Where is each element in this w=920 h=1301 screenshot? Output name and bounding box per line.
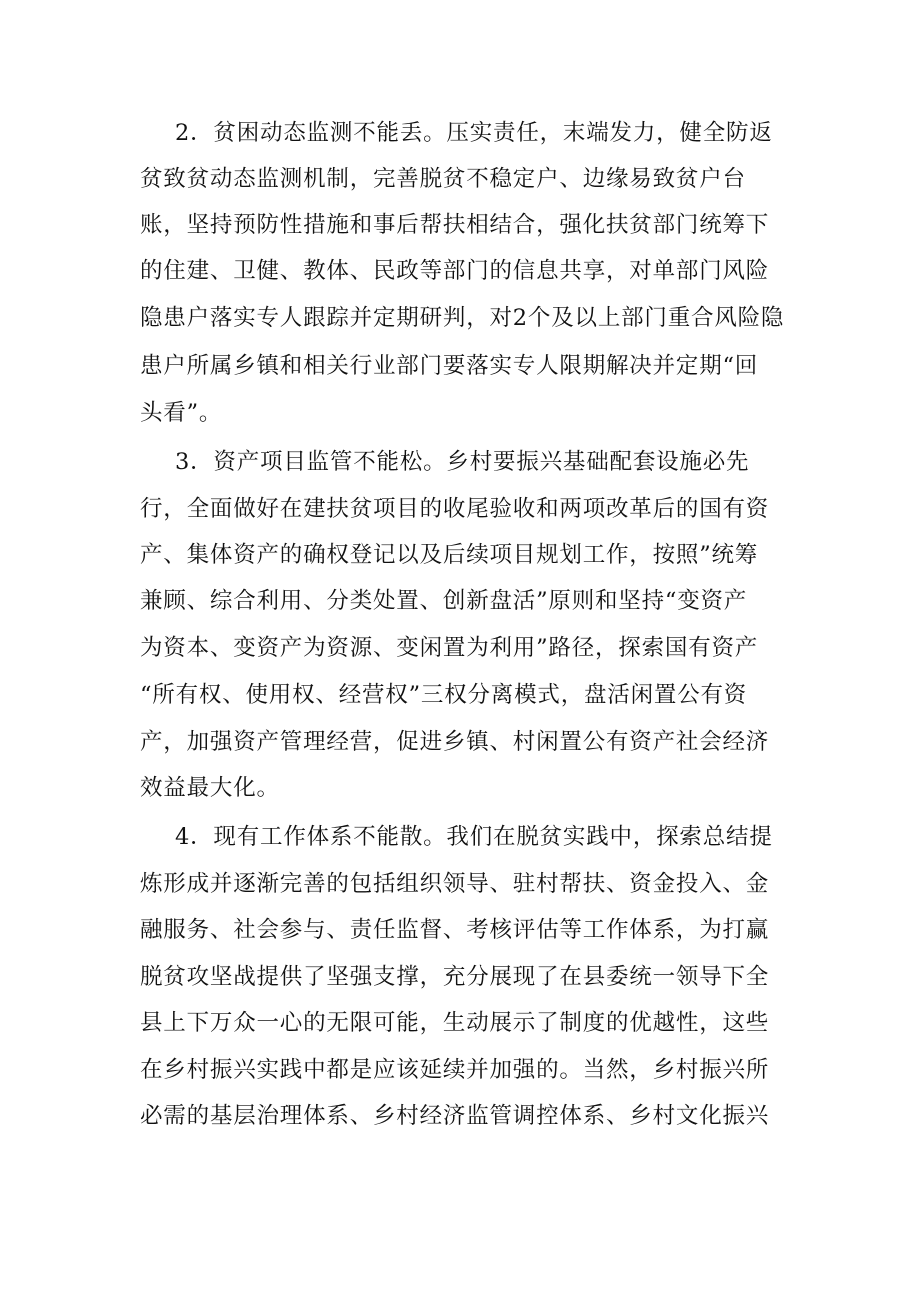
text-line: 兼顾、综合利用、分类处置、创新盘活”原则和坚持“变资产 — [140, 588, 748, 614]
text-line: 头看”。 — [140, 400, 223, 426]
text-line: 融服务、社会参与、责任监督、考核评估等工作体系，为打赢 — [140, 917, 770, 943]
text-line: 患户所属乡镇和相关行业部门要落实专人限期解决并定期“回 — [140, 353, 759, 379]
text-line: “所有权、使用权、经营权”三权分离模式，盘活闲置公有资 — [140, 682, 748, 708]
text-line: 2．贫困动态监测不能丢。压实责任，末端发力，健全防返 — [175, 120, 773, 146]
text-line: 贫致贫动态监测机制，完善脱贫不稳定户、边缘易致贫户台 — [140, 166, 746, 192]
text-line: 在乡村振兴实践中都是应该延续并加强的。当然，乡村振兴所 — [140, 1057, 770, 1083]
text-line: 4．现有工作体系不能散。我们在脱贫实践中，探索总结提 — [175, 824, 773, 850]
text-line: 行，全面做好在建扶贫项目的收尾验收和两项改革后的国有资 — [140, 496, 770, 522]
text-line: 炼形成并逐渐完善的包括组织领导、驻村帮扶、资金投入、金 — [140, 871, 770, 897]
text-line: 产、集体资产的确权登记以及后续项目规划工作，按照”统筹 — [140, 542, 759, 568]
text-line: 3．资产项目监管不能松。乡村要振兴基础配套设施必先 — [175, 449, 750, 475]
text-line: 的住建、卫健、教体、民政等部门的信息共享，对单部门风险 — [140, 258, 770, 284]
text-line: 为资本、变资产为资源、变闲置为利用”路径，探索国有资产 — [140, 635, 759, 661]
text-line: 效益最大化。 — [140, 775, 280, 801]
text-line: 脱贫攻坚战提供了坚强支撑，充分展现了在县委统一领导下全 — [140, 964, 770, 990]
text-line: 县上下万众一心的无限可能，生动展示了制度的优越性，这些 — [140, 1010, 770, 1036]
text-line: 产，加强资产管理经营，促进乡镇、村闲置公有资产社会经济 — [140, 729, 770, 755]
text-line: 隐患户落实专人跟踪并定期研判，对2个及以上部门重合风险隐 — [140, 305, 785, 331]
text-line: 账，坚持预防性措施和事后帮扶相结合，强化扶贫部门统筹下 — [140, 212, 770, 238]
text-line: 必需的基层治理体系、乡村经济监管调控体系、乡村文化振兴 — [140, 1103, 770, 1129]
